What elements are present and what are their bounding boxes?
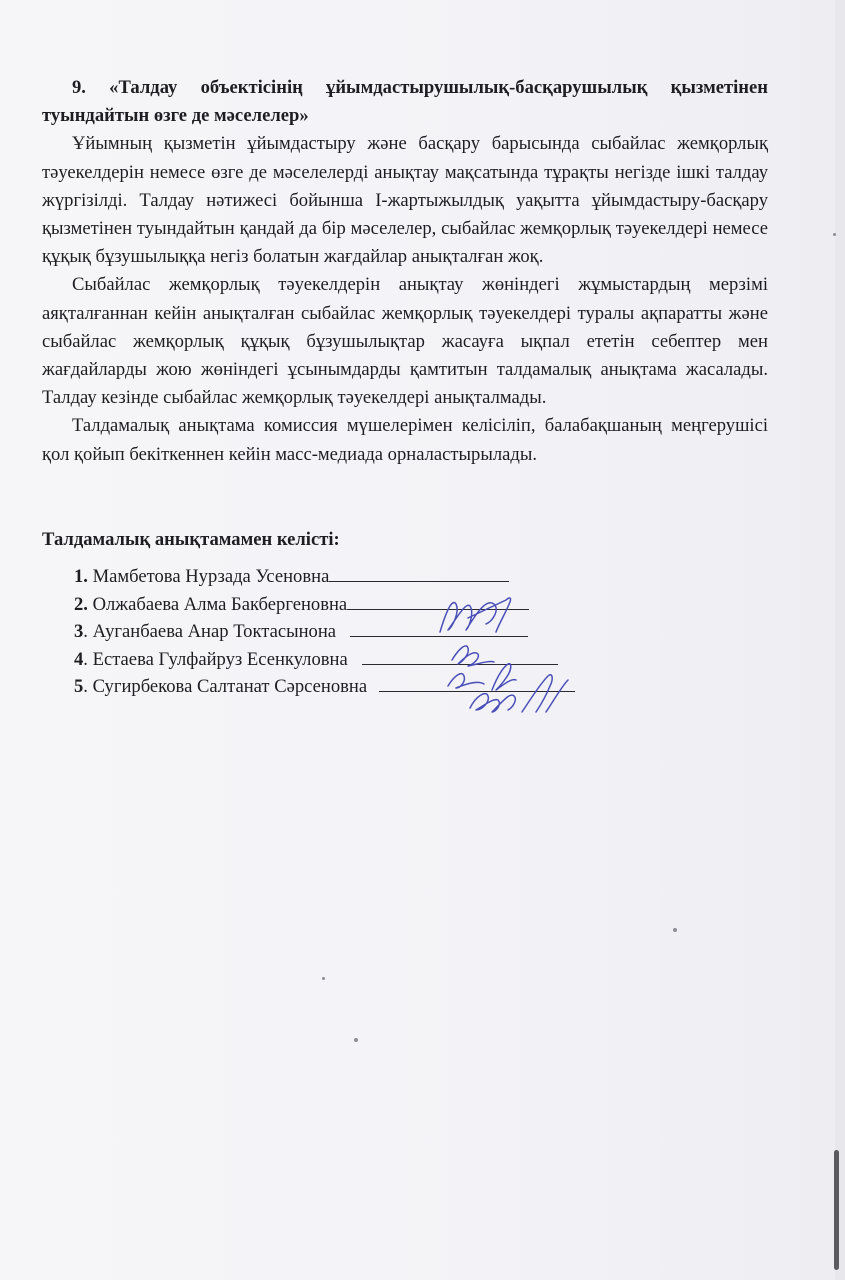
signer-row (74, 591, 768, 619)
signer-number: 4 (74, 648, 84, 670)
paragraph-analysis: Ұйымның қызметін ұйымдастыру және басқару барысында сыбайлас жемқорлық тәуекелдерін немесе өзге де мәселелерді анықтау мақсатында тұрақты негізде ішкі талдау жүргізілді. Талдау нәтижесі бойынша І-жартыжылдық уақытта ұйымдастыру-басқару қызметінен туындайтын қандай да бір мәселелер, сыбайлас жемқорлық тәуекелдері немесе құқық бұзушылыққа негіз болатын жағдайлар анықталған жоқ. (42, 133, 768, 268)
page-edge (835, 0, 845, 1280)
signer-row (74, 618, 768, 646)
scan-speck (354, 1038, 358, 1042)
signer-number: 1. (74, 566, 88, 588)
signature-line (329, 563, 509, 582)
scan-speck (322, 977, 325, 980)
signer-number: 3 (74, 621, 84, 643)
signer-row (74, 646, 768, 674)
signature-line (362, 646, 558, 665)
signer-name: . Естаева Гулфайруз Есенкуловна (83, 648, 348, 670)
signer-name: . Сугирбекова Салтанат Сәрсеновна (83, 676, 368, 698)
section-heading: 9. «Талдау объектісінің ұйымдастырушылық-басқарушылық қызметінен туындайтын өзге де мәселелер» (42, 77, 768, 127)
signer-number: 5 (74, 676, 84, 698)
signature-line (347, 591, 529, 610)
paragraph-publication: Талдамалық анықтама комиссия мүшелерімен келісіліп, балабақшаның меңгерушісі қол қойып бекіткеннен кейін масс-медиада орналастырылады. (42, 415, 768, 465)
scan-speck (833, 233, 836, 236)
signer-row (74, 563, 768, 591)
signer-number: 2. (74, 593, 88, 615)
paragraph-report: Сыбайлас жемқорлық тәуекелдерін анықтау жөніндегі жұмыстардың мерзімі аяқталғаннан кейін анықталған сыбайлас жемқорлық тәуекелдері туралы ақпаратты және сыбайлас жемқорлық құқық бұзушылықтар жасауға ықпал ететін себептер мен жағдайларды жою жөніндегі ұсынымдарды қамтитын талдамалық анықтама жасалады. Талдау кезінде сыбайлас жемқорлық тәуекелдері анықталмады. (42, 274, 768, 409)
scan-speck (673, 928, 677, 932)
signature-line (350, 618, 528, 637)
signer-row (74, 673, 768, 701)
signer-name: Олжабаева Алма Бакбергеновна (87, 593, 348, 615)
document-body (42, 74, 768, 701)
agreement-title: Талдамалық анықтамамен келісті: (42, 528, 340, 550)
signer-name: . Ауганбаева Анар Токтасынона (83, 621, 337, 643)
signature-line (379, 673, 575, 692)
signer-name: Мамбетова Нурзада Усеновна (87, 566, 330, 588)
signers-list (42, 563, 768, 701)
scrollbar[interactable] (834, 1150, 839, 1270)
